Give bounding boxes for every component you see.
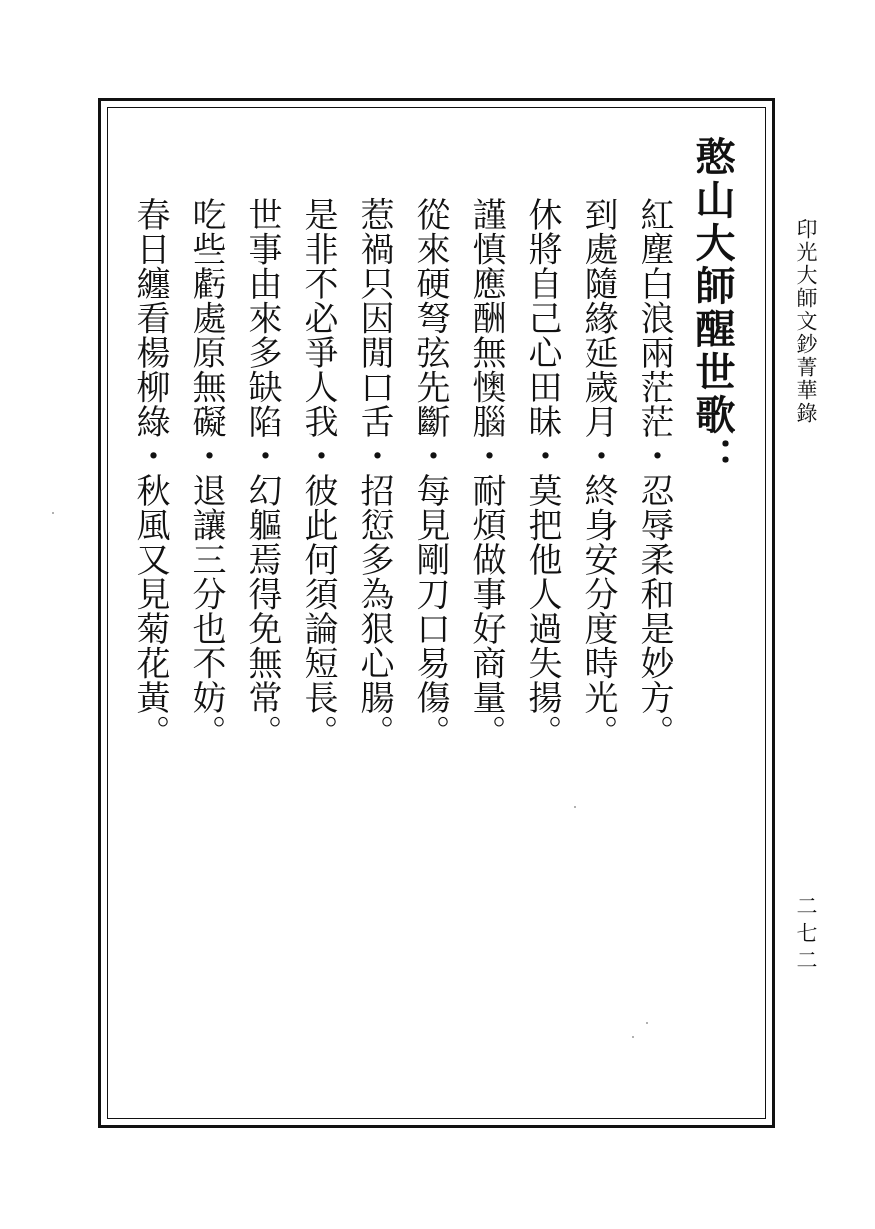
poem-line-4: 謹慎應酬無懊腦・耐煩做事好商量。: [466, 197, 506, 749]
poem-line-3: 休將自己心田昧・莫把他人過失揚。: [522, 197, 562, 749]
scan-speck: [632, 1036, 634, 1038]
poem-line-8: 世事由來多缺陷・幻軀焉得免無常。: [242, 197, 282, 749]
poem-line-2: 到處隨緣延歲月・終身安分度時光。: [578, 197, 618, 749]
poem-line-1: 紅塵白浪兩茫茫・忍辱柔和是妙方。: [634, 197, 674, 749]
poem-line-7: 是非不必爭人我・彼此何須論短長。: [298, 197, 338, 749]
poem-line-6: 惹禍只因閒口舌・招愆多為狠心腸。: [354, 197, 394, 749]
scan-speck: [52, 512, 54, 514]
scan-speck: [646, 1022, 648, 1024]
page-number: 二七二: [794, 895, 818, 976]
poem-line-5: 從來硬弩弦先斷・每見剛刀口易傷。: [410, 197, 450, 749]
scan-speck: [574, 806, 576, 808]
poem-line-10: 春日纏看楊柳綠・秋風又見菊花黃。: [130, 197, 170, 749]
poem-line-9: 吃些虧處原無礙・退讓三分也不妨。: [186, 197, 226, 749]
poem-title: 憨山大師醒世歌：: [689, 136, 736, 480]
running-header: 印光大師文鈔菁華錄: [794, 218, 818, 425]
